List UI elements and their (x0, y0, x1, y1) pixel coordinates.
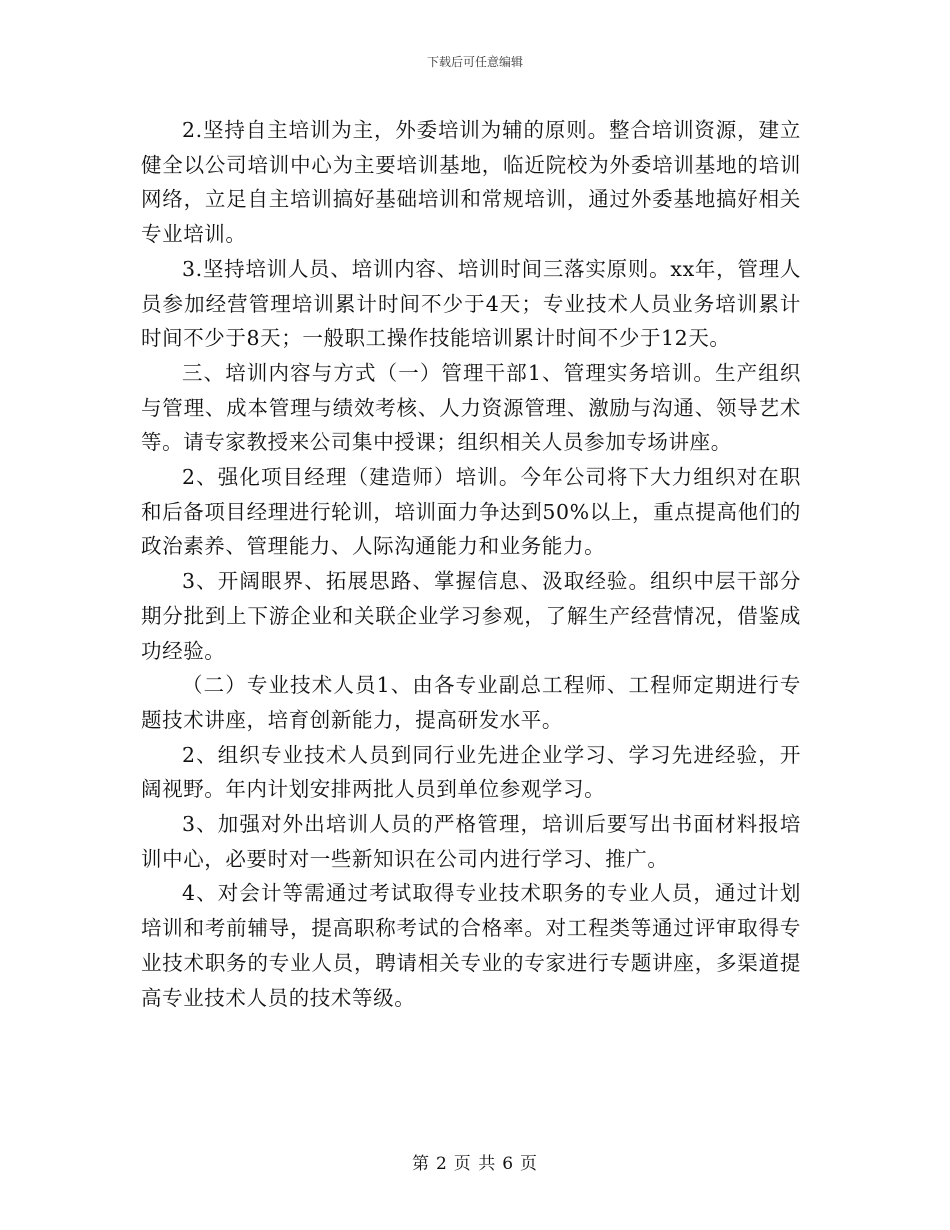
footer-prefix: 第 (411, 1154, 430, 1174)
paragraph: 2、强化项目经理（建造师）培训。今年公司将下大力组织对在职和后备项目经理进行轮训，培训面力争达到50%以上，重点提高他们的政治素养、管理能力、人际沟通能力和业务能力。 (141, 465, 801, 559)
document-body (141, 113, 801, 1015)
paragraph: 3.坚持培训人员、培训内容、培训时间三落实原则。xx年，管理人员参加经营管理培训累计时间不少于4天；专业技术人员业务培训累计时间不少于8天；一般职工操作技能培训累计时间不少于12天。 (141, 256, 801, 351)
footer-middle: 页 共 (453, 1154, 497, 1174)
page-header: 下载后可任意编辑 (426, 55, 523, 69)
paragraph: 4、对会计等需通过考试取得专业技术职务的专业人员，通过计划培训和考前辅导，提高职称考试的合格率。对工程类等通过评审取得专业技术职务的专业人员，聘请相关专业的专家进行专题讲座，多渠道提高专业技术人员的技术等级。 (141, 881, 801, 1010)
page-number: 2 (435, 1154, 448, 1174)
paragraph: （二）专业技术人员1、由各专业副总工程师、工程师定期进行专题技术讲座，培育创新能力，提高研发水平。 (141, 673, 801, 732)
paragraph: 2、组织专业技术人员到同行业先进企业学习、学习先进经验，开阔视野。年内计划安排两批人员到单位参观学习。 (141, 742, 801, 802)
paragraph: 三、培训内容与方式（一）管理干部1、管理实务培训。生产组织与管理、成本管理与绩效考核、人力资源管理、激励与沟通、领导艺术等。请专家教授来公司集中授课；组织相关人员参加专场讲座。 (141, 360, 801, 455)
paragraph: 2.坚持自主培训为主，外委培训为辅的原则。整合培训资源，建立健全以公司培训中心为主要培训基地，临近院校为外委培训基地的培训网络，立足自主培训搞好基础培训和常规培训，通过外委基地搞好相关专业培训。 (141, 118, 801, 247)
total-pages: 6 (502, 1154, 515, 1174)
footer-suffix: 页 (520, 1154, 539, 1174)
paragraph: 3、加强对外出培训人员的严格管理，培训后要写出书面材料报培训中心，必要时对一些新知识在公司内进行学习、推广。 (141, 812, 801, 871)
page-footer (0, 1153, 950, 1175)
paragraph: 3、开阔眼界、拓展思路、掌握信息、汲取经验。组织中层干部分期分批到上下游企业和关联企业学习参观，了解生产经营情况，借鉴成功经验。 (141, 569, 801, 663)
